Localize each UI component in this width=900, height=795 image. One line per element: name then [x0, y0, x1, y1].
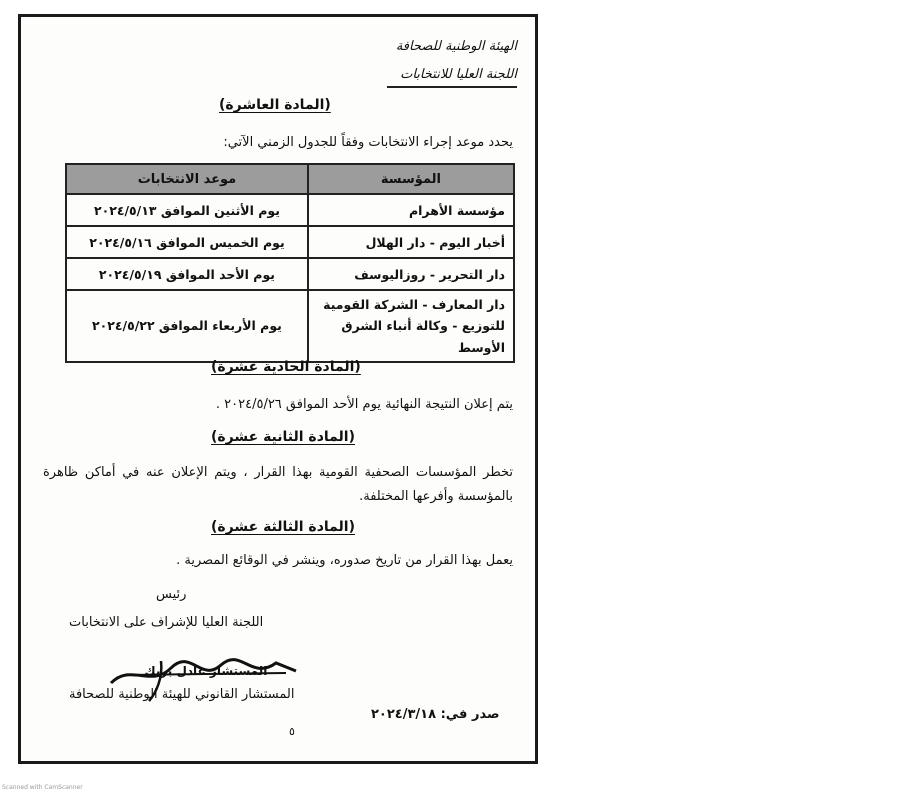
signature-position: المستشار القانوني للهيئة الوطنية للصحافة — [69, 687, 295, 702]
table-row — [66, 290, 514, 362]
institution-cell: مؤسسة الأهرام — [308, 194, 514, 226]
header-institution: المؤسسة — [308, 164, 514, 194]
header-election-date: موعد الانتخابات — [66, 164, 308, 194]
date-cell: يوم الأثنين الموافق ٢٠٢٤/٥/١٣ — [66, 194, 308, 226]
signature-name: المستشار عادل بريك — [144, 664, 268, 678]
table-row — [66, 194, 514, 226]
issued-date: ٢٠٢٤/٣/١٨ — [371, 707, 437, 722]
article-10-title: ( المادة العاشرة ) — [219, 97, 331, 113]
institution-cell: أخبار اليوم - دار الهلال — [308, 226, 514, 258]
table-header-row — [66, 164, 514, 194]
article-11-title: ( المادة الحادية عشرة ) — [211, 359, 361, 375]
article-10-intro: يحدد موعد إجراء الانتخابات وفقاً للجدول الزمني الآتي: — [223, 135, 513, 150]
issued-date-line — [371, 707, 500, 722]
election-schedule-table — [65, 163, 515, 363]
org-header: الهيئة الوطنية للصحافة — [395, 39, 517, 54]
document-page — [18, 14, 538, 764]
scanner-watermark: Scanned with CamScanner — [2, 784, 83, 791]
institution-cell: دار المعارف - الشركة القومية للتوزيع - وكالة أنباء الشرق الأوسط — [308, 290, 514, 362]
article-13-text: يعمل بهذا القرار من تاريخ صدوره، وينشر في الوقائع المصرية . — [176, 553, 513, 568]
table-row — [66, 226, 514, 258]
article-11-text: يتم إعلان النتيجة النهائية يوم الأحد الموافق ٢٠٢٤/٥/٢٦ . — [215, 397, 513, 412]
institution-cell: دار التحرير - روزاليوسف — [308, 258, 514, 290]
date-cell: يوم الخميس الموافق ٢٠٢٤/٥/١٦ — [66, 226, 308, 258]
article-12-title: ( المادة الثانية عشرة ) — [211, 429, 355, 445]
committee-header: اللجنة العليا للانتخابات — [387, 67, 517, 88]
article-12-text: تخطر المؤسسات الصحفية القومية بهذا القرار ، ويتم الإعلان عنه في أماكن ظاهرة بالمؤسسة وأفرعها المختلفة. — [43, 465, 513, 505]
date-cell: يوم الأحد الموافق ٢٠٢٤/٥/١٩ — [66, 258, 308, 290]
issued-label: صدر في: — [440, 707, 500, 722]
article-13-title: ( المادة الثالثة عشرة ) — [211, 519, 355, 535]
signature-role: رئيس — [156, 587, 187, 602]
date-cell: يوم الأربعاء الموافق ٢٠٢٤/٥/٢٢ — [66, 290, 308, 362]
page-number: ٥ — [289, 725, 295, 738]
table-row — [66, 258, 514, 290]
signature-committee: اللجنة العليا للإشراف على الانتخابات — [69, 615, 264, 630]
